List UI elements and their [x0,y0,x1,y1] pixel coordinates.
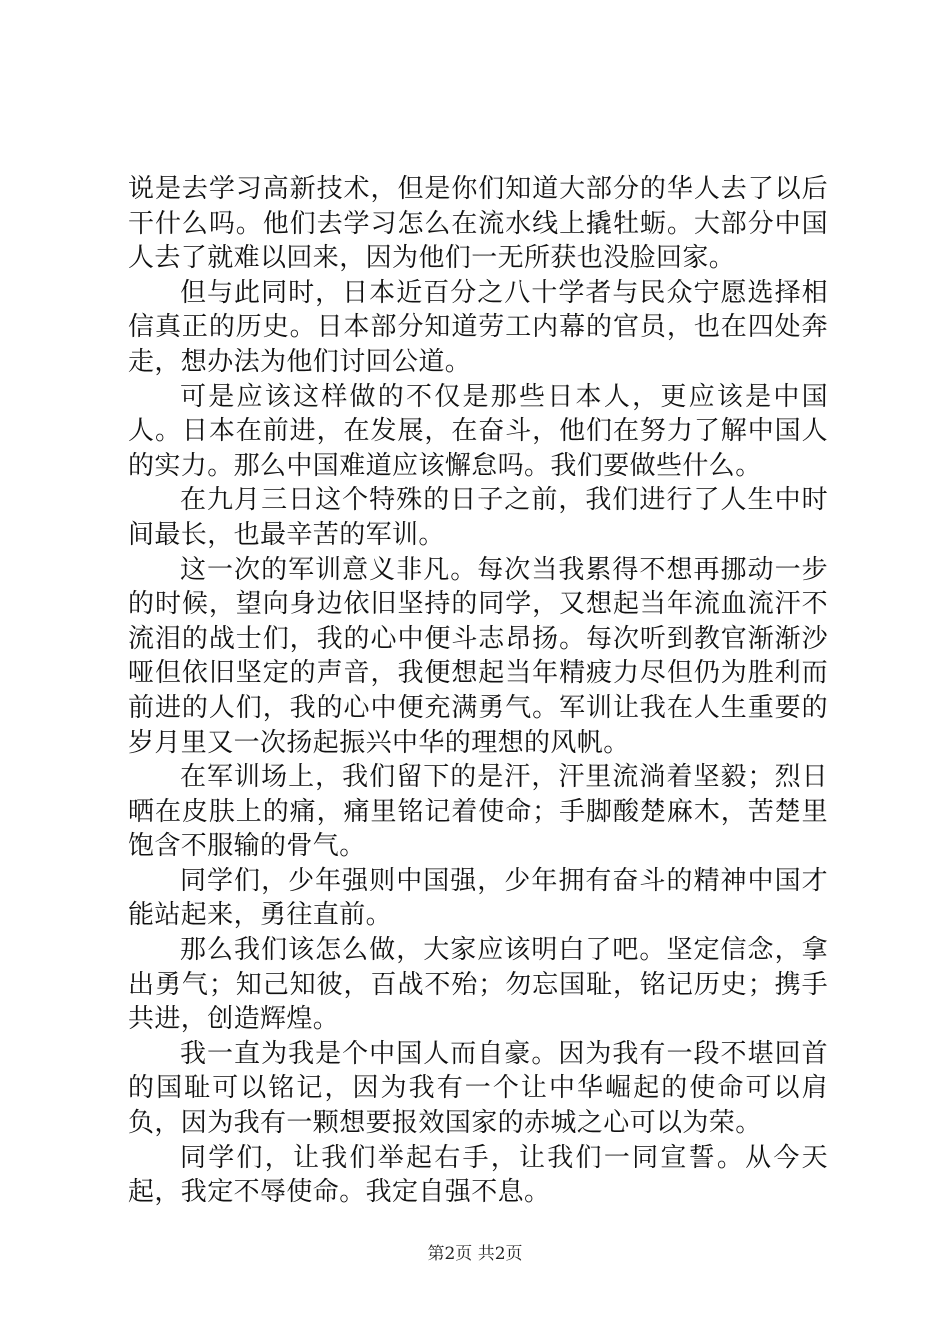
page-number-footer: 第2页 共2页 [427,1244,523,1264]
paragraph-1: 说是去学习高新技术，但是你们知道大部分的华人去了以后干什么吗。他们去学习怎么在流水线上撬牡蛎。大部分中国人去了就难以回来，因为他们一无所获也没脸回家。 [128,174,828,274]
paragraph-8: 那么我们该怎么做，大家应该明白了吧。坚定信念，拿出勇气；知己知彼，百战不殆；勿忘国耻，铭记历史；携手共进，创造辉煌。 [128,935,828,1035]
paragraph-5: 这一次的军训意义非凡。每次当我累得不想再挪动一步的时候，望向身边依旧坚持的同学，又想起当年流血流汗不流泪的战士们，我的心中便斗志昂扬。每次听到教官渐渐沙哑但依旧坚定的声音，我便想起当年精疲力尽但仍为胜利而前进的人们，我的心中便充满勇气。军训让我在人生重要的岁月里又一次扬起振兴中华的理想的风帆。 [128,554,828,758]
paragraph-7: 同学们，少年强则中国强，少年拥有奋斗的精神中国才能站起来，勇往直前。 [128,865,828,931]
paragraph-3: 可是应该这样做的不仅是那些日本人，更应该是中国人。日本在前进，在发展，在奋斗，他们在努力了解中国人的实力。那么中国难道应该懈怠吗。我们要做些什么。 [128,381,828,481]
paragraph-9: 我一直为我是个中国人而自豪。因为我有一段不堪回首的国耻可以铭记，因为我有一个让中华崛起的使命可以肩负，因为我有一颗想要报效国家的赤城之心可以为荣。 [128,1038,828,1139]
paragraph-6: 在军训场上，我们留下的是汗，汗里流淌着坚毅；烈日晒在皮肤上的痛，痛里铭记着使命；手脚酸楚麻木，苦楚里饱含不服输的骨气。 [128,762,828,862]
paragraph-4: 在九月三日这个特殊的日子之前，我们进行了人生中时间最长，也最辛苦的军训。 [128,485,828,550]
paragraph-2: 但与此同时，日本近百分之八十学者与民众宁愿选择相信真正的历史。日本部分知道劳工内幕的官员，也在四处奔走，想办法为他们讨回公道。 [128,277,828,377]
paragraph-10: 同学们，让我们举起右手，让我们一同宣誓。从今天起，我定不辱使命。我定自强不息。 [128,1142,828,1208]
document-body [128,172,828,1210]
